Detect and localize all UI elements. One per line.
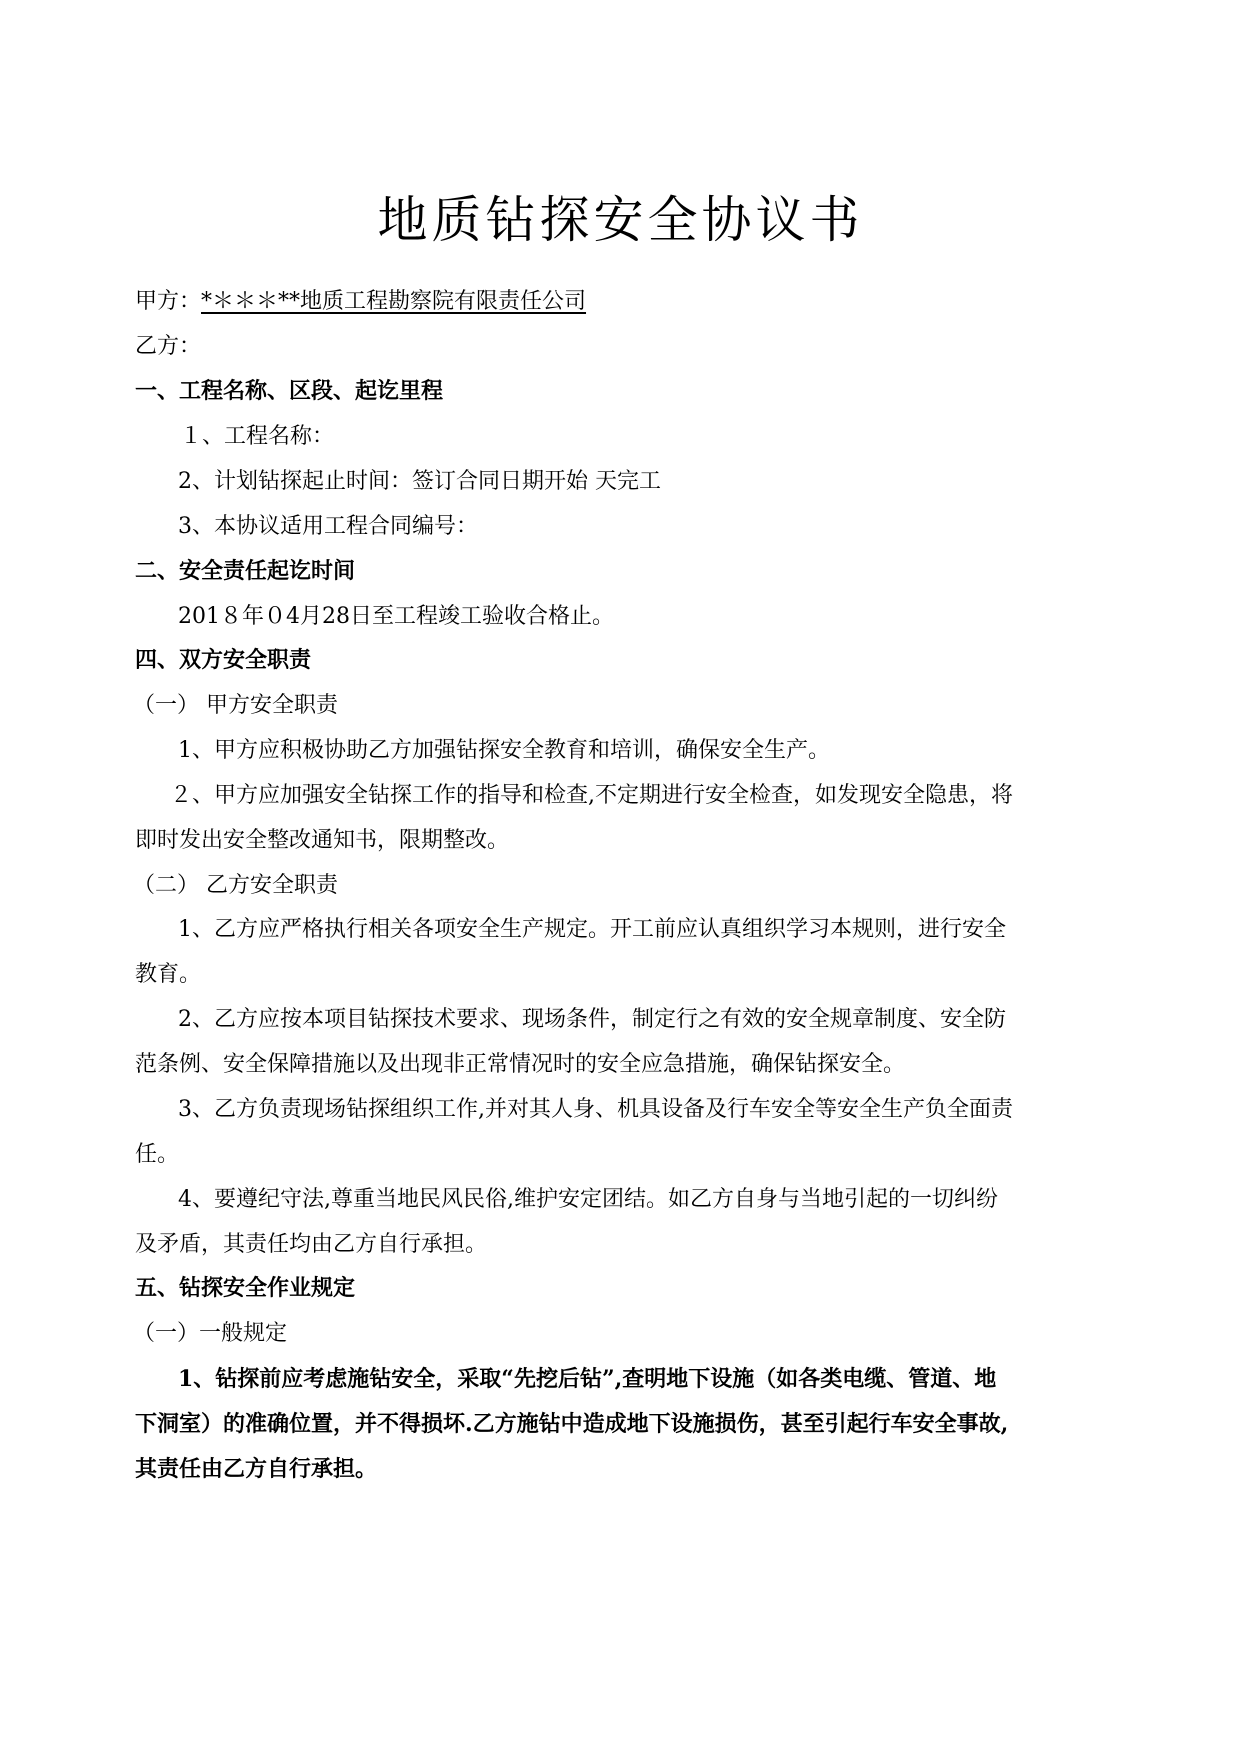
party-a-line bbox=[135, 287, 586, 317]
section1-item2: 2、计划钻探起止时间：签订合同日期开始 天完工 bbox=[178, 469, 661, 494]
section4-sub2-item1-line2: 教育。 bbox=[135, 962, 202, 987]
section4-sub2-item1-line1: 1、乙方应严格执行相关各项安全生产规定。开工前应认真组织学习本规则，进行安全 bbox=[178, 917, 1006, 942]
section4-sub1-item2-line1: ２、甲方应加强安全钻探工作的指导和检查,不定期进行安全检查，如发现安全隐患，将 bbox=[170, 783, 1013, 808]
section4-sub2-item2-line1: 2、乙方应按本项目钻探技术要求、现场条件，制定行之有效的安全规章制度、安全防 bbox=[178, 1007, 1006, 1032]
section4-sub2-item4-line2: 及矛盾，其责任均由乙方自行承担。 bbox=[135, 1232, 488, 1257]
section4-sub2-item2-line2: 范条例、安全保障措施以及出现非正常情况时的安全应急措施，确保钻探安全。 bbox=[135, 1052, 906, 1077]
section4-sub1-item1: 1、甲方应积极协助乙方加强钻探安全教育和培训，确保安全生产。 bbox=[178, 738, 830, 763]
section5-sub1-item1-line2: 下洞室）的准确位置，并不得损坏.乙方施钻中造成地下设施损伤，甚至引起行车安全事故, bbox=[135, 1411, 1009, 1437]
section1-item3: 3、本协议适用工程合同编号： bbox=[178, 514, 478, 539]
section5-sub1-item1-line1: 1、钻探前应考虑施钻安全，采取“先挖后钻”,查明地下设施（如各类电缆、管道、地 bbox=[178, 1366, 997, 1392]
section2-heading: 二、安全责任起讫时间 bbox=[135, 559, 356, 584]
document-title: 地质钻探安全协议书 bbox=[377, 191, 864, 249]
section4-sub2-item4-line1: 4、要遵纪守法,尊重当地民风民俗,维护安定团结。如乙方自身与当地引起的一切纠纷 bbox=[178, 1187, 998, 1212]
section4-sub2-item3-line1: 3、乙方负责现场钻探组织工作,并对其人身、机具设备及行车安全等安全生产负全面责 bbox=[178, 1097, 1013, 1122]
section1-item1: １、工程名称： bbox=[180, 424, 335, 449]
section5-sub1-heading: （一）一般规定 bbox=[133, 1321, 288, 1346]
section4-sub1-heading: （一） 甲方安全职责 bbox=[133, 693, 338, 718]
party-b-label: 乙方： bbox=[135, 334, 202, 359]
party-a-name: *＊＊＊**地质工程勘察院有限责任公司 bbox=[201, 289, 587, 314]
section4-sub2-item3-line2: 任。 bbox=[135, 1142, 180, 1167]
party-a-label: 甲方： bbox=[135, 289, 202, 314]
section4-sub2-heading: （二） 乙方安全职责 bbox=[133, 873, 338, 898]
section5-sub1-item1-line3: 其责任由乙方自行承担。 bbox=[135, 1456, 378, 1482]
section4-sub1-item2-line2: 即时发出安全整改通知书，限期整改。 bbox=[135, 828, 510, 853]
section2-text: 201８年０4月28日至工程竣工验收合格止。 bbox=[178, 604, 614, 629]
section4-heading: 四、双方安全职责 bbox=[135, 648, 312, 673]
section1-heading: 一、工程名称、区段、起讫里程 bbox=[135, 379, 444, 404]
section5-heading: 五、钻探安全作业规定 bbox=[135, 1276, 356, 1301]
